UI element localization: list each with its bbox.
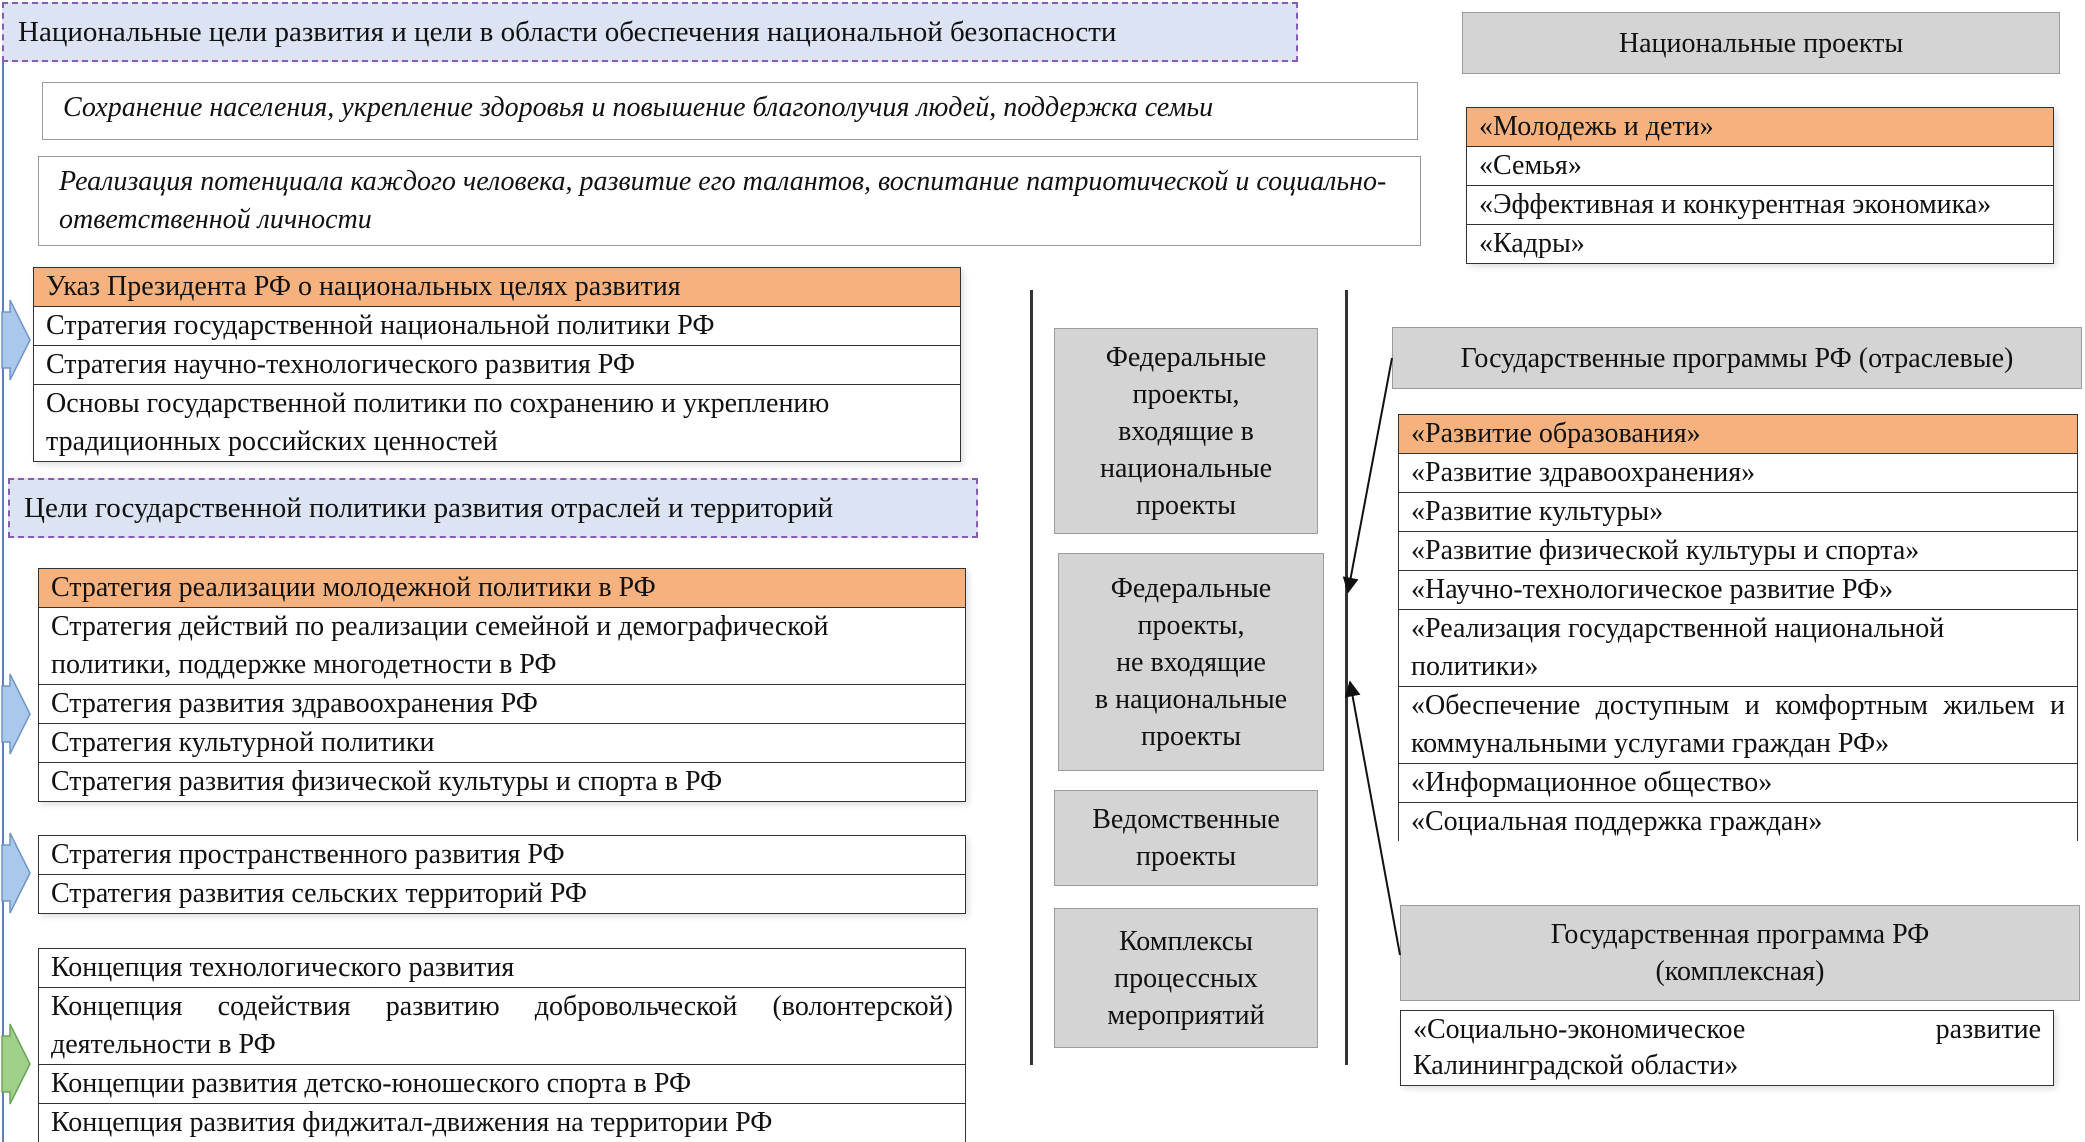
state-program-row-3: «Развитие физической культуры и спорта» <box>1399 532 2077 571</box>
federal-in-line-4: проекты <box>1135 489 1237 521</box>
national-project-row-3: «Кадры» <box>1479 228 1585 259</box>
process-line-0: Комплексы <box>1118 925 1253 957</box>
process-complexes-block <box>1054 908 1318 1048</box>
decree-table <box>33 267 961 462</box>
territory-row-1: Стратегия развития сельских территорий РФ <box>51 878 588 909</box>
goal-2-text: Реализация потенциала каждого человека, развитие его талантов, воспитание патриотической и социально-ответственной личности <box>59 166 1387 235</box>
state-program-row-1: «Развитие здравоохранения» <box>1399 454 2077 493</box>
federal-in-line-0: Федеральные <box>1105 341 1267 373</box>
decree-row-1: Стратегия государственной национальной политики РФ <box>34 307 960 346</box>
process-line-1: процессных <box>1114 962 1258 994</box>
state-program-row-6: «Обеспечение доступным и комфортным жильем и коммунальными услугами граждан РФ» <box>1399 687 2077 764</box>
sector-goals-header-text: Цели государственной политики развития отраслей и территорий <box>24 492 834 524</box>
state-program-row-2: «Развитие культуры» <box>1399 493 2077 532</box>
national-goals-header-text: Национальные цели развития и цели в области обеспечения национальной безопасности <box>18 16 1117 48</box>
state-programs-header <box>1392 327 2082 389</box>
state-program-row-4: «Научно-технологическое развитие РФ» <box>1399 571 2077 610</box>
national-project-row-1: «Семья» <box>1467 147 2053 186</box>
territory-table <box>38 835 966 914</box>
federal-in-line-3: национальные <box>1099 452 1272 484</box>
departmental-line-0: Ведомственные <box>1092 804 1280 835</box>
concept-row-0: Концепция технологического развития <box>39 949 965 988</box>
decree-row-3: Основы государственной политики по сохранению и укреплению традиционных российских ценностей <box>46 388 830 457</box>
state-program-row-8: «Социальная поддержка граждан» <box>1411 806 1823 837</box>
arrow-complex-program-to-projects <box>1350 682 1400 955</box>
national-project-row-0: «Молодежь и дети» <box>1467 108 2053 147</box>
federal-out-line-3: в национальные <box>1094 683 1288 715</box>
goal-box-1 <box>42 82 1418 140</box>
complex-program-row: «Социально-экономическое развитие Калининградской области» <box>1413 1014 2041 1081</box>
concept-row-1: Концепция содействия развитию добровольческой (волонтерской) деятельности в РФ <box>39 988 965 1065</box>
concept-table <box>38 948 966 1142</box>
goal-1-text: Сохранение населения, укрепление здоровья и повышение благополучия людей, поддержка семьи <box>63 92 1214 123</box>
complex-program-header <box>1400 905 2080 1001</box>
departmental-projects-block <box>1054 790 1318 886</box>
arrow-state-programs-to-projects <box>1348 358 1392 592</box>
complex-program-header-line-0: Государственная программа РФ <box>1550 919 1930 950</box>
block-arrow-1 <box>2 300 30 380</box>
national-projects-header-text: Национальные проекты <box>1618 27 1904 59</box>
federal-in-line-1: проекты, <box>1132 378 1240 410</box>
state-program-row-0: «Развитие образования» <box>1399 415 2077 454</box>
concept-row-2: Концепции развития детско-юношеского спорта в РФ <box>39 1065 965 1104</box>
block-arrow-4 <box>2 1024 30 1104</box>
block-arrow-3 <box>2 833 30 913</box>
federal-out-line-2: не входящие <box>1116 646 1266 678</box>
federal-out-line-4: проекты <box>1140 720 1242 752</box>
sector-row-4: Стратегия развития физической культуры и спорта в РФ <box>51 766 723 797</box>
state-programs-header-text: Государственные программы РФ (отраслевые) <box>1460 342 2014 374</box>
departmental-line-1: проекты <box>1135 841 1237 872</box>
sector-row-0: Стратегия реализации молодежной политики в РФ <box>39 569 965 608</box>
federal-projects-in-block <box>1054 328 1318 534</box>
block-arrow-2 <box>2 674 30 754</box>
sector-table <box>38 568 966 802</box>
national-goals-header <box>2 2 1298 62</box>
federal-out-line-1: проекты, <box>1137 609 1245 641</box>
state-program-row-5: «Реализация государственной национальной политики» <box>1399 610 2077 687</box>
national-projects-table <box>1466 107 2054 264</box>
federal-in-line-2: входящие в <box>1118 415 1254 447</box>
federal-projects-out-block <box>1058 553 1324 771</box>
complex-program-header-line-1: (комплексная) <box>1655 956 1825 987</box>
sector-row-1: Стратегия действий по реализации семейной и демографической политики, поддержке многодетности в РФ <box>39 608 965 685</box>
national-project-row-2: «Эффективная и конкурентная экономика» <box>1467 186 2053 225</box>
complex-program-table <box>1400 1010 2054 1086</box>
territory-row-0: Стратегия пространственного развития РФ <box>39 836 965 875</box>
process-line-2: мероприятий <box>1107 999 1265 1031</box>
decree-row-0: Указ Президента РФ о национальных целях развития <box>34 268 960 307</box>
decree-row-2: Стратегия научно-технологического развития РФ <box>34 346 960 385</box>
state-programs-table <box>1398 414 2078 841</box>
national-projects-header <box>1462 12 2060 74</box>
state-program-row-7: «Информационное общество» <box>1399 764 2077 803</box>
concept-row-3: Концепция развития фиджитал-движения на территории РФ <box>51 1107 773 1138</box>
federal-out-line-0: Федеральные <box>1110 572 1272 604</box>
goal-box-2 <box>38 156 1421 246</box>
sector-row-3: Стратегия культурной политики <box>39 724 965 763</box>
sector-goals-header <box>8 478 978 538</box>
sector-row-2: Стратегия развития здравоохранения РФ <box>39 685 965 724</box>
